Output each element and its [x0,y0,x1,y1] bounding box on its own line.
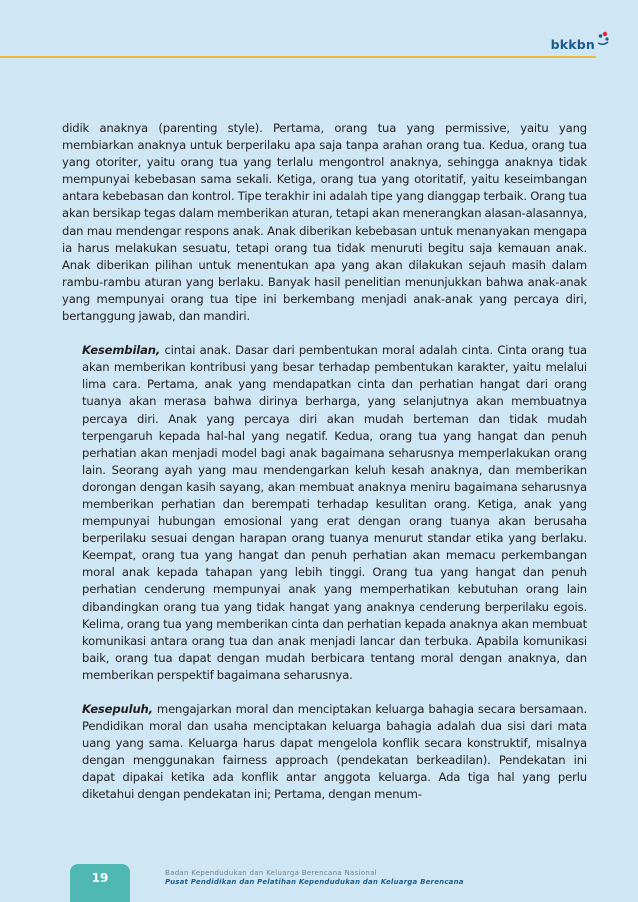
paragraph-2-text: cintai anak. Dasar dari pembentukan moral adalah cinta. Cinta orang tua akan memberikan kontribusi yang besar terhadap pembentukan karakter, yaitu melalui lima cara. Pertama, anak yang mendapatkan cinta dan perhatian hangat dari orang tuanya akan merasa bahwa dirinya berharga, yang selanjutnya akan membuatnya percaya diri. Anak yang percaya diri akan mudah berteman dan tidak mudah terpengaruh kepada hal-hal yang negatif. Kedua, orang tua yang hangat dan penuh perhatian akan menjadi model bagi anak bagaimana seharusnya memperlakukan orang lain. Seorang ayah yang mau mendengarkan keluh kesah anaknya, dan memberikan dorongan dengan kasih sayang, akan membuat anaknya meniru bagaimana seharusnya memberikan perhatian dan berempati terhadap kesulitan orang. Ketiga, anak yang mempunyai hubungan emosional yang erat dengan orang tuanya akan berusaha berperilaku sesuai dengan harapan orang tuanya menurut standar etika yang berlaku. Keempat, orang tua yang hangat dan penuh perhatian akan memacu perkembangan moral anak kepada tahapan yang lebih tinggi. Orang tua yang hangat dan penuh perhatian cenderung mempunyai anak yang memperhatikan kebutuhan orang lain dibandingkan orang tua yang tidak hangat yang anaknya cenderung berperilaku egois. Kelima, orang tua yang memberikan cinta dan perhatian kepada anaknya akan membuat komunikasi antara orang tua dan anak menjadi lancar dan terbuka. Apabila komunikasi baik, orang tua dapat dengan mudah berbicara tentang moral dengan anaknya, dan memberikan perspektif bagaimana seharusnya. [82,343,587,682]
paragraph-2 [62,342,587,684]
paragraph-3 [62,701,587,804]
footer-org-name: Badan Kependudukan dan Keluarga Berencana Nasional [165,869,377,877]
logo-text: bkkbn [550,36,595,52]
logo-mark-icon [596,31,610,47]
body-text [62,120,587,804]
bkkbn-logo [551,30,610,58]
page-number-tab [70,864,130,902]
paragraph-2-lead: Kesembilan, [82,343,161,358]
header-rule [0,56,596,58]
paragraph-3-lead: Kesepuluh, [82,702,153,716]
footer-center-name: Pusat Pendidikan dan Pelatihan Kependudukan dan Keluarga Berencana [165,878,464,886]
paragraph-3-text: mengajarkan moral dan menciptakan keluarga bahagia secara bersamaan. Pendidikan moral dan usaha menciptakan keluarga bahagia adalah dua sisi dari mata uang yang sama. Keluarga harus dapat mengelola konflik secara konstruktif, misalnya dengan menggunakan fairness approach (pendekatan berkeadilan). Pendekatan ini dapat dipakai ketika ada konflik antar anggota keluarga. Ada tiga hal yang perlu diketahui dengan pendekatan ini; Pertama, dengan menum- [82,702,587,802]
page-number: 19 [91,871,109,885]
footer-text [165,869,464,886]
paragraph-1: didik anaknya (parenting style). Pertama, orang tua yang permissive, yaitu yang membiarkan anaknya untuk berperilaku apa saja tanpa arahan orang tua. Kedua, orang tua yang otoriter, yaitu orang tua yang terlalu mengontrol anaknya, sehingga anaknya tidak mempunyai kebebasan sama sekali. Ketiga, orang tua yang otoritatif, yaitu keseimbangan antara kebebasan dan kontrol. Tipe terakhir ini adalah tipe yang dianggap terbaik. Orang tua akan bersikap tegas dalam memberikan aturan, tetapi akan menerangkan alasan-alasannya, dan mau mendengar respons anak. Anak diberikan kebebasan untuk menanyakan mengapa ia harus melakukan sesuatu, tetapi orang tua tidak menuruti begitu saja kemauan anak. Anak diberikan pilihan untuk menentukan apa yang akan dilakukan sejauh masih dalam rambu-rambu aturan yang berlaku. Banyak hasil penelitian menunjukkan bahwa anak-anak yang mempunyai orang tua tipe ini berkembang menjadi anak-anak yang percaya diri, bertanggung jawab, dan mandiri. [62,121,588,324]
